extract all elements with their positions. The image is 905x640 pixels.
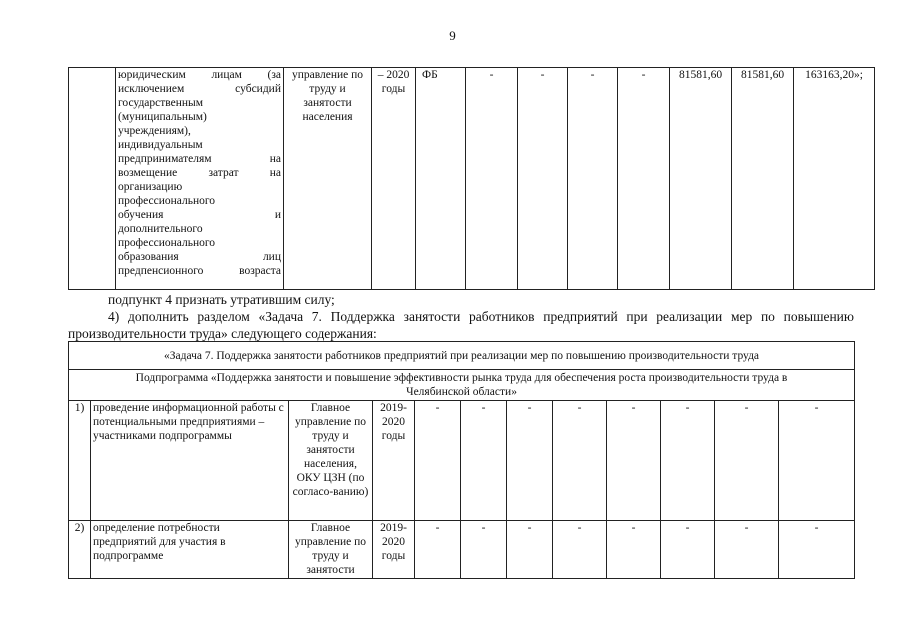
table-task7 [68, 341, 855, 579]
row-number: 1) [69, 401, 91, 521]
value-cell: - [607, 401, 661, 521]
source-cell: ФБ [416, 68, 466, 290]
description-cell: проведение информационной работы с потенциальными предприятиями – участниками подпрограммы [91, 401, 289, 521]
amount-cell: 81581,60 [670, 68, 732, 290]
description-line: дополнительного [118, 223, 203, 235]
value-cell: - [518, 68, 568, 290]
period-cell: 2019-2020 годы [373, 401, 415, 521]
value-cell: - [568, 68, 618, 290]
table-row [69, 521, 855, 579]
value-cell: - [466, 68, 518, 290]
executor-cell: Главное управление по труду и занятости [289, 521, 373, 579]
description-cell [116, 68, 284, 290]
value-cell: - [779, 521, 855, 579]
description-line: предпенсионного возраста [118, 265, 281, 277]
description-line: государственным [118, 97, 204, 109]
description-line: организацию [118, 181, 183, 193]
value-cell: - [461, 401, 507, 521]
value-cell: - [461, 521, 507, 579]
table-row [69, 401, 855, 521]
value-cell: - [715, 521, 779, 579]
value-cell: - [507, 401, 553, 521]
subprogram-header: Подпрограмма «Поддержка занятости и повышение эффективности рынка труда для обеспечения роста производительности труда в Челябинской области» [69, 370, 855, 401]
table-row [69, 342, 855, 370]
table-row [69, 370, 855, 401]
value-cell: - [661, 521, 715, 579]
paragraph-addition-text: 4) дополнить разделом «Задача 7. Поддержка занятости работников предприятий при реализации мер по повышению производительности труда» следующего содержания: [68, 309, 854, 341]
executor-cell: управление по труду и занятости населения [284, 68, 372, 290]
value-cell: - [415, 521, 461, 579]
num-cell [69, 68, 116, 290]
value-cell: - [553, 521, 607, 579]
description-line: обучения и [118, 209, 281, 221]
table-row [69, 68, 875, 290]
table-continuation [68, 67, 875, 290]
description-line: юридическим лицам (за [118, 69, 281, 81]
total-cell: 163163,20»; [794, 68, 875, 290]
description-cell: определение потребности предприятий для участия в подпрограмме [91, 521, 289, 579]
value-cell: - [618, 68, 670, 290]
page-number: 9 [449, 28, 456, 43]
description-line: профессионального [118, 195, 216, 207]
executor-cell: Главное управление по труду и занятости населения, ОКУ ЦЗН (по согласо-ванию) [289, 401, 373, 521]
description-line: возмещение затрат на [118, 167, 281, 179]
value-cell: - [415, 401, 461, 521]
row-number: 2) [69, 521, 91, 579]
description-line: предпринимателям на [118, 153, 281, 165]
value-cell: - [507, 521, 553, 579]
period-cell: 2019-2020 годы [373, 521, 415, 579]
value-cell: - [607, 521, 661, 579]
description-line: (муниципальным) [118, 111, 207, 123]
value-cell: - [553, 401, 607, 521]
description-line: исключением субсидий [118, 83, 281, 95]
value-cell: - [779, 401, 855, 521]
paragraph-addition [68, 308, 854, 342]
amount-cell: 81581,60 [732, 68, 794, 290]
paragraph-clause: подпункт 4 признать утратившим силу; [108, 292, 335, 307]
description-line: индивидуальным [118, 139, 203, 151]
description-line: образования лиц [118, 251, 281, 263]
description-line: учреждениям), [118, 125, 191, 137]
value-cell: - [661, 401, 715, 521]
task-header: «Задача 7. Поддержка занятости работников предприятий при реализации мер по повышению производительности труда [69, 342, 855, 370]
period-cell: – 2020 годы [372, 68, 416, 290]
value-cell: - [715, 401, 779, 521]
description-line: профессионального [118, 237, 216, 249]
